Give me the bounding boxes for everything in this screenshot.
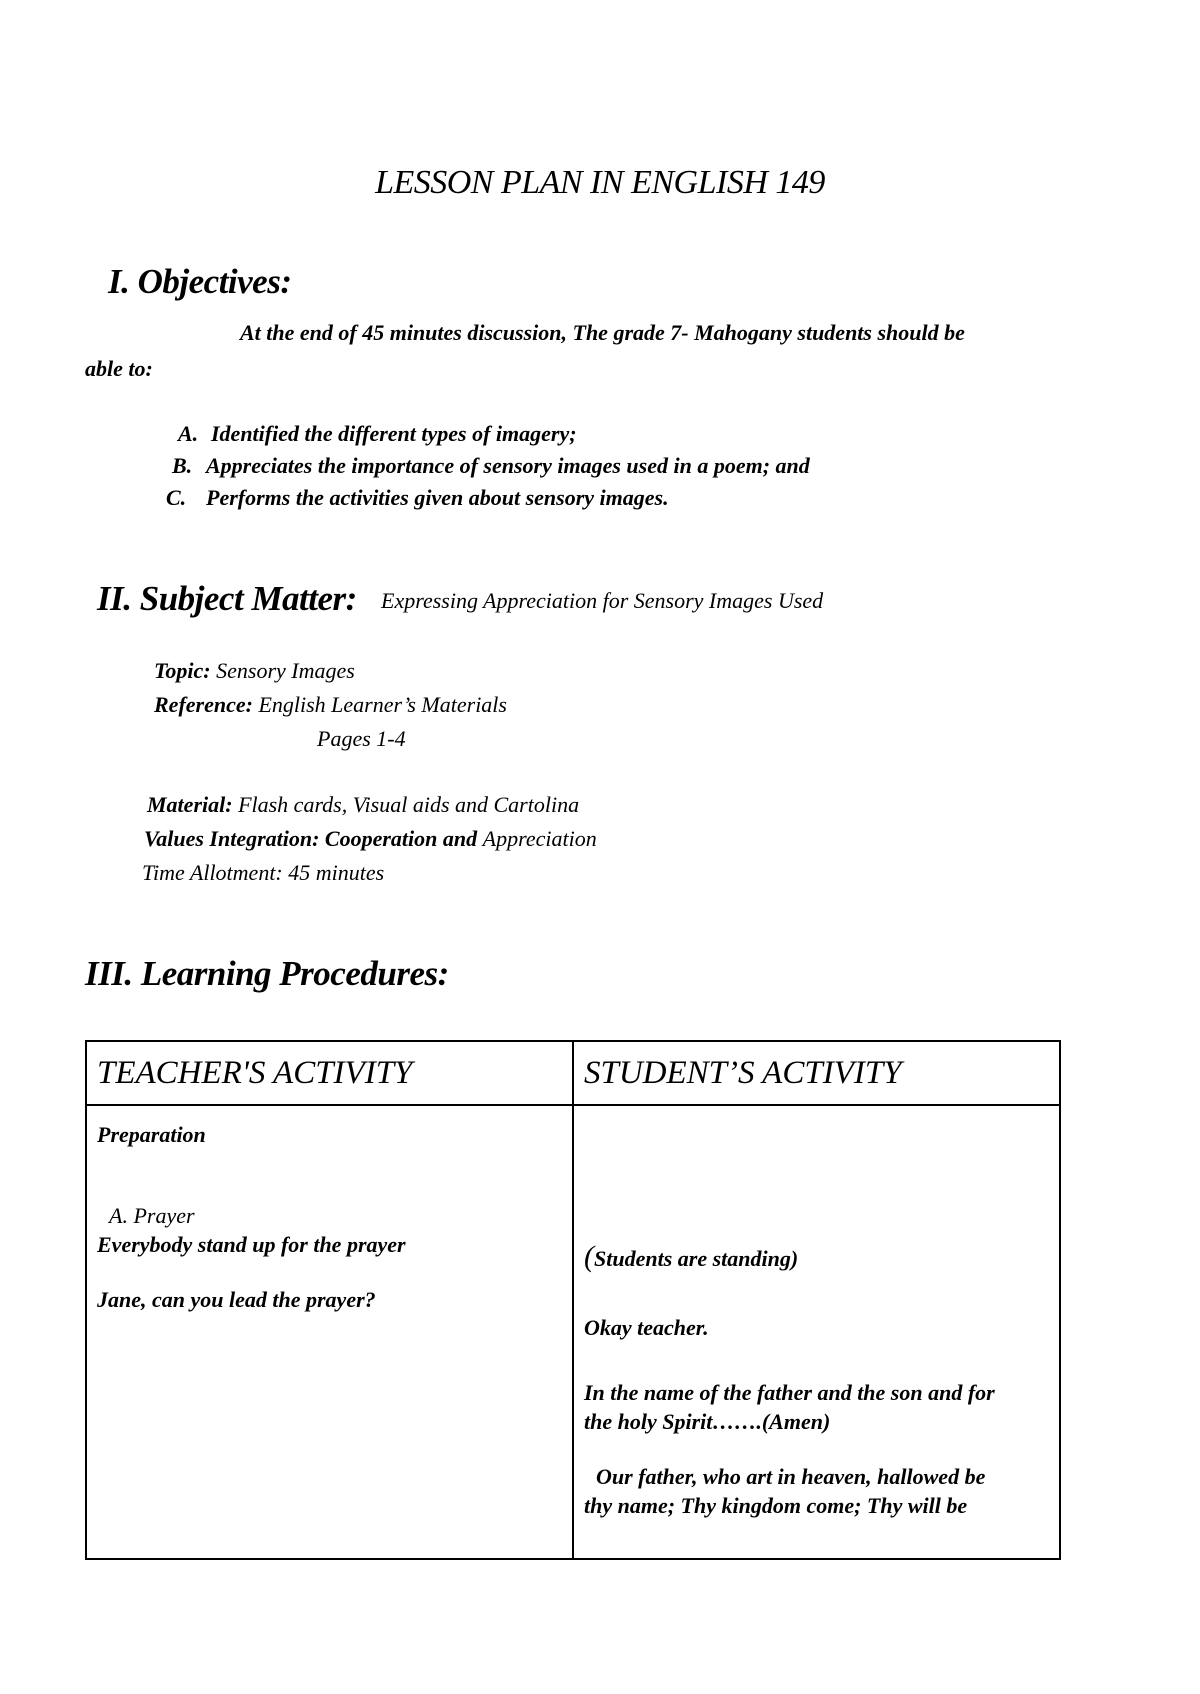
material-value: Flash cards, Visual aids and Cartolina <box>238 792 580 817</box>
student-line-standing-paren: ( <box>584 1240 594 1273</box>
values-integration-line <box>144 826 597 852</box>
time-allotment: Time Allotment: 45 minutes <box>142 860 385 885</box>
teacher-activity-header: TEACHER'S ACTIVITY <box>86 1041 573 1105</box>
learning-procedures-heading: III. Learning Procedures: <box>85 954 449 993</box>
material-line <box>147 792 579 818</box>
table-header-row <box>86 1041 1060 1105</box>
objective-item-a: Identified the different types of imagery; <box>211 421 577 446</box>
objectives-intro-line2: able to: <box>85 356 153 381</box>
student-line-our-father-2: thy name; Thy kingdom come; Thy will be <box>584 1493 968 1518</box>
document-title: LESSON PLAN IN ENGLISH 149 <box>375 164 825 201</box>
objective-marker-a: A. <box>178 421 199 446</box>
reference-pages: Pages 1-4 <box>317 726 406 751</box>
student-line-okay: Okay teacher. <box>584 1315 709 1340</box>
prayer-heading: A. Prayer <box>109 1203 195 1228</box>
reference-value: English Learner’s Materials <box>258 692 507 717</box>
student-activity-cell <box>573 1105 1060 1559</box>
objectives-intro-line1: At the end of 45 minutes discussion, The grade 7- Mahogany students should be <box>240 320 965 345</box>
activities-table <box>85 1040 1061 1560</box>
preparation-label: Preparation <box>97 1122 206 1147</box>
teacher-activity-cell <box>86 1105 573 1559</box>
values-integration-value: Appreciation <box>482 826 597 851</box>
student-line-our-father-1: Our father, who art in heaven, hallowed be <box>596 1464 986 1489</box>
student-line-sign-of-cross-1: In the name of the father and the son and for <box>584 1380 995 1405</box>
topic-line <box>154 658 355 684</box>
objective-item-c: Performs the activities given about sensory images. <box>206 485 669 510</box>
student-activity-header: STUDENT’S ACTIVITY <box>573 1041 1060 1105</box>
teacher-line-stand-up: Everybody stand up for the prayer <box>97 1232 406 1257</box>
material-label: Material: <box>147 792 233 817</box>
objective-marker-c: C. <box>166 485 187 510</box>
objective-marker-b: B. <box>172 453 193 478</box>
subject-matter-subtitle: Expressing Appreciation for Sensory Images Used <box>381 588 824 613</box>
subject-matter-heading: II. Subject Matter: <box>97 579 357 618</box>
reference-line <box>154 692 507 718</box>
teacher-line-lead-prayer: Jane, can you lead the prayer? <box>97 1287 376 1312</box>
table-row <box>86 1105 1060 1559</box>
topic-value: Sensory Images <box>216 658 355 683</box>
student-line-sign-of-cross-2: the holy Spirit…….(Amen) <box>584 1409 831 1434</box>
student-line-standing <box>584 1240 798 1274</box>
objective-item-b: Appreciates the importance of sensory images used in a poem; and <box>206 453 810 478</box>
topic-label: Topic: <box>154 658 211 683</box>
student-line-standing-text: Students are standing) <box>594 1246 799 1271</box>
values-integration-label: Values Integration: Cooperation and <box>144 826 478 851</box>
objectives-heading: I. Objectives: <box>108 262 292 301</box>
reference-label: Reference: <box>154 692 253 717</box>
